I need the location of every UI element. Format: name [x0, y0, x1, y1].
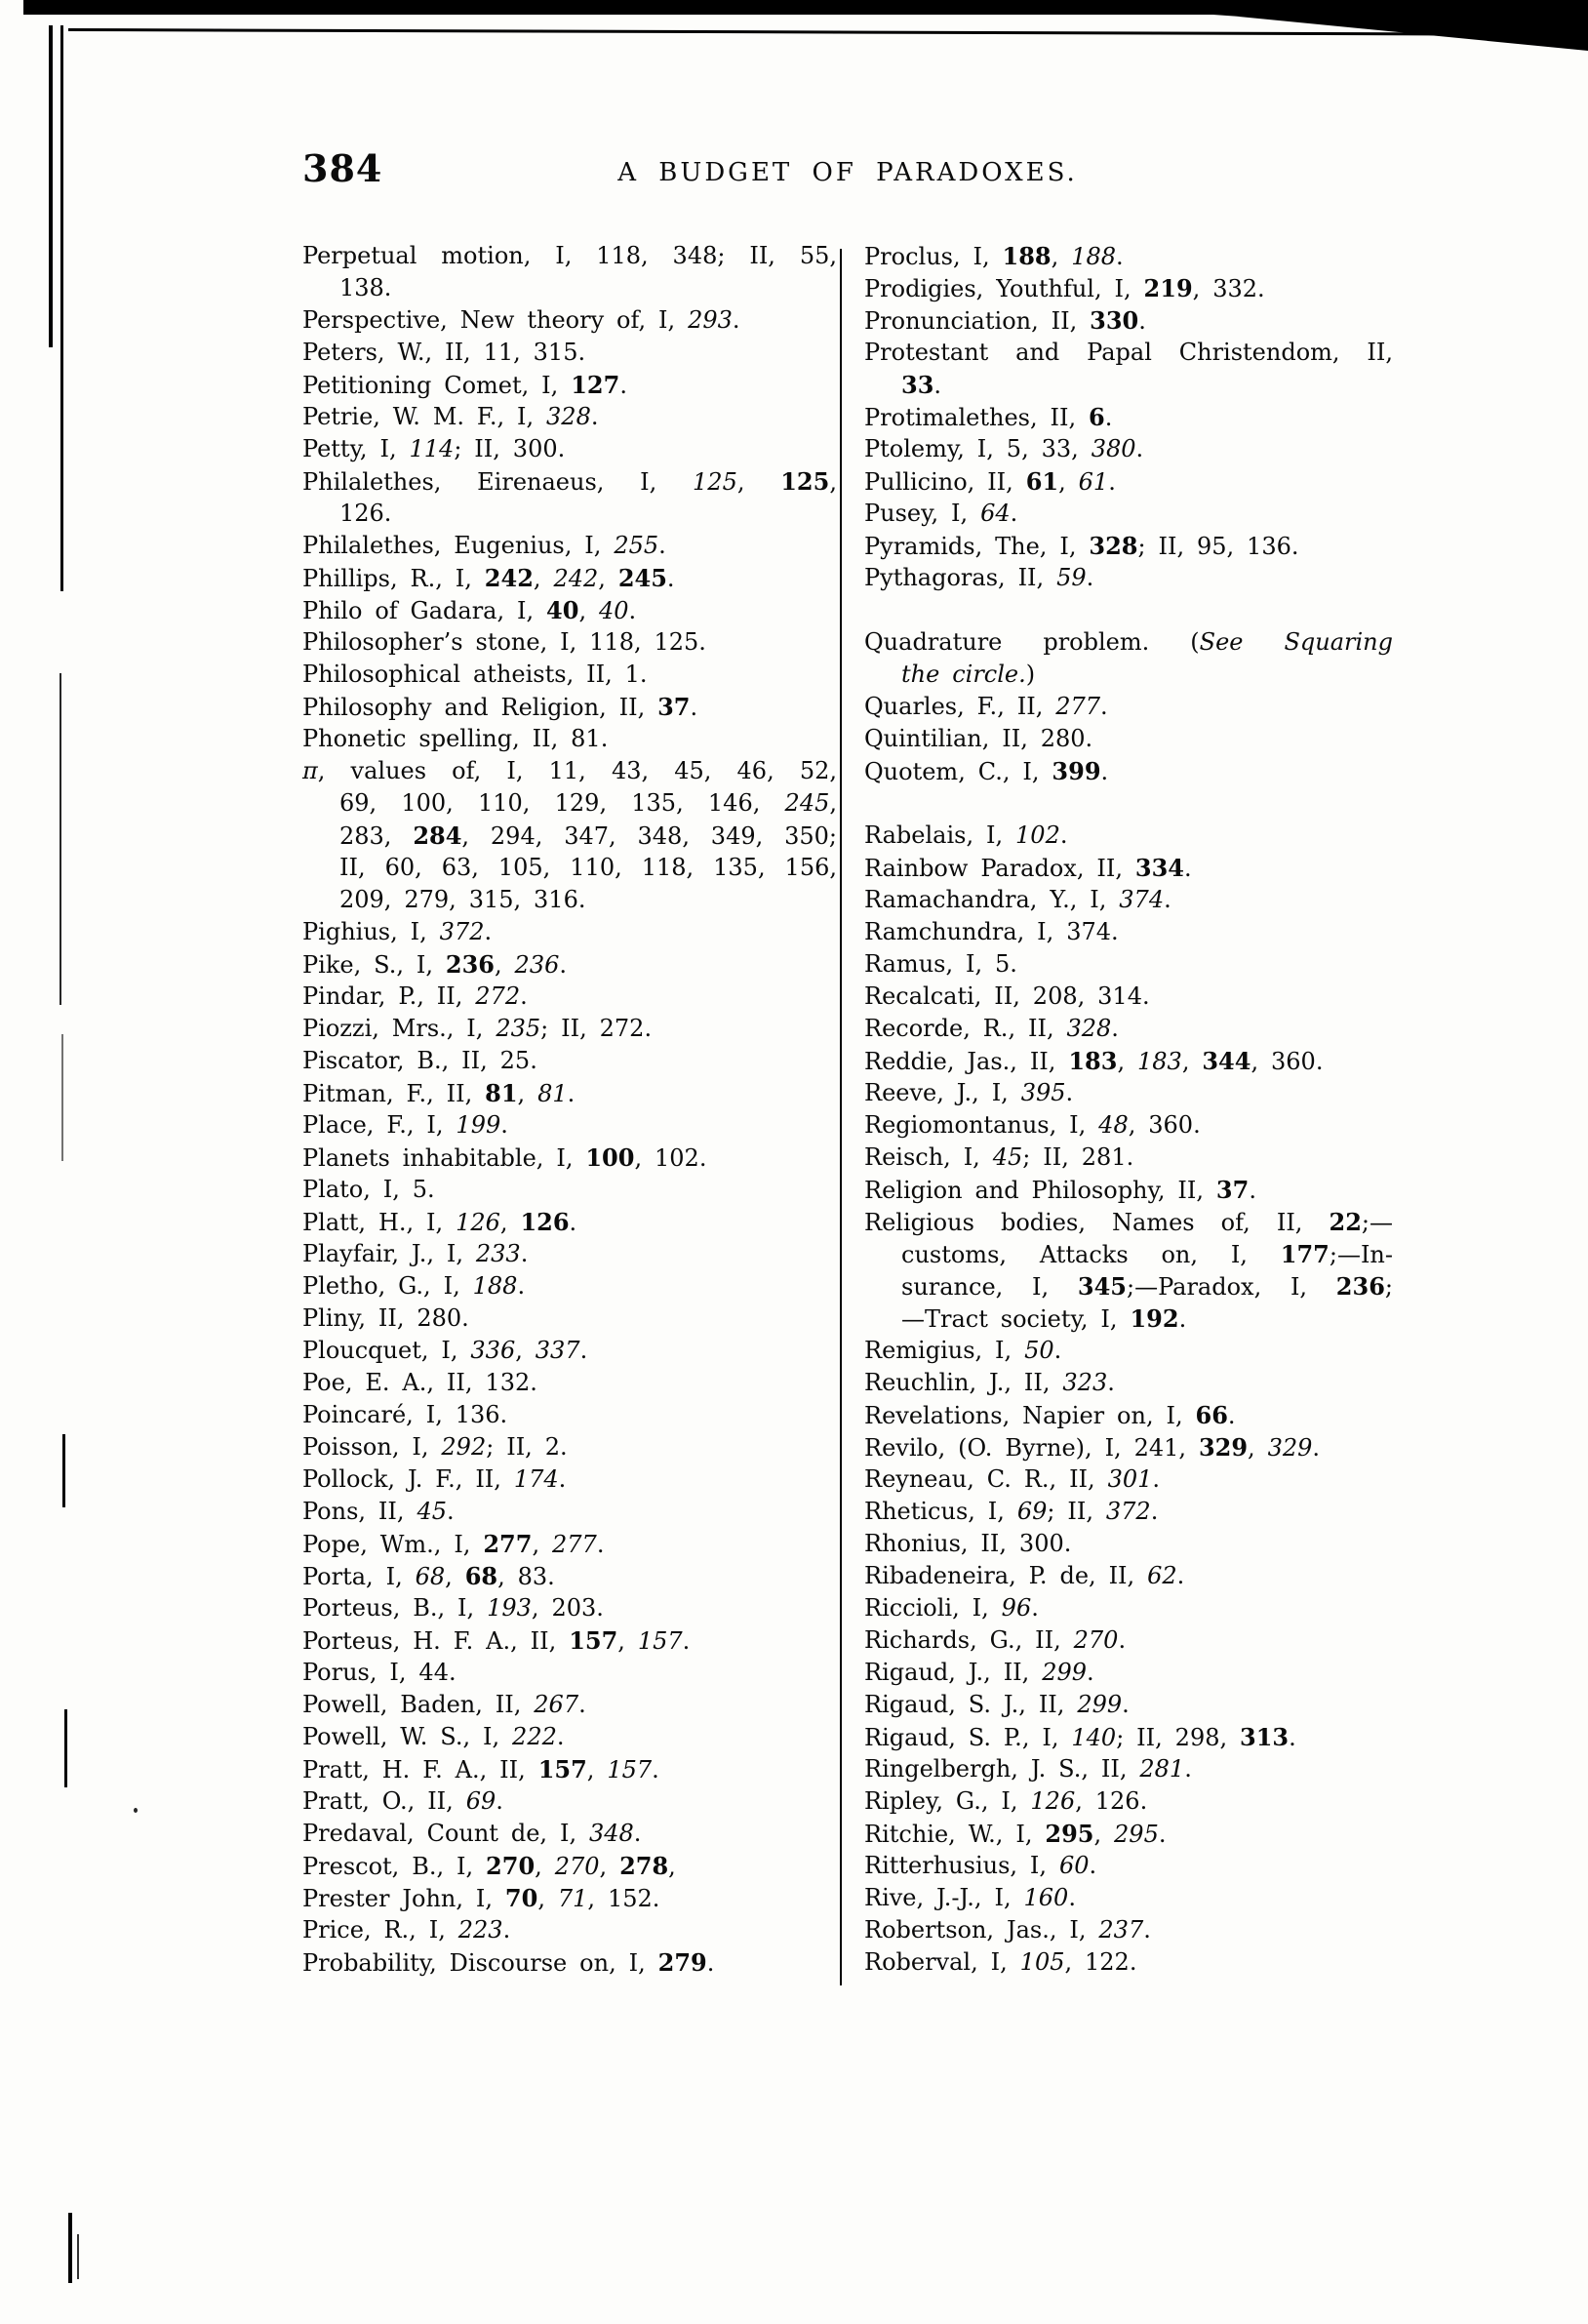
index-line: Philosophy and Religion, II, 37.: [302, 693, 698, 721]
index-line: Porteus, B., I, 193, 203.: [302, 1594, 604, 1622]
index-line: Ringelbergh, J. S., II, 281.: [864, 1755, 1192, 1783]
index-line: Riccioli, I, 96.: [864, 1594, 1039, 1622]
index-line: Pyramids, The, I, 328; II, 95, 136.: [864, 532, 1299, 560]
running-header: A BUDGET OF PARADOXES.: [617, 158, 1078, 187]
index-line: Rive, J.-J., I, 160.: [864, 1884, 1076, 1911]
index-line: Philosopher’s stone, I, 118, 125.: [302, 628, 706, 656]
index-line: Pusey, I, 64.: [864, 500, 1018, 527]
column-divider-rule: [840, 249, 842, 1985]
index-line: Phillips, R., I, 242, 242, 245.: [302, 564, 675, 592]
index-line: Ripley, G., I, 126, 126.: [864, 1787, 1148, 1815]
index-line: Playfair, J., I, 233.: [302, 1240, 529, 1267]
scan-left-edge-line: [60, 25, 63, 591]
index-line: Pletho, G., I, 188.: [302, 1272, 526, 1300]
index-line: Pronunciation, II, 330.: [864, 306, 1146, 335]
scan-left-edge-tick: [62, 1434, 65, 1507]
index-line: Place, F., I, 199.: [302, 1111, 508, 1139]
index-line: Ritterhusius, I, 60.: [864, 1852, 1097, 1879]
index-line: Ribadeneira, P. de, II, 62.: [864, 1562, 1185, 1589]
index-line: 209, 279, 315, 316.: [339, 886, 586, 913]
index-line: Ploucquet, I, 336, 337.: [302, 1337, 588, 1364]
index-line: the circle.): [901, 661, 1036, 688]
index-line: Reddie, Jas., II, 183, 183, 344, 360.: [864, 1047, 1324, 1075]
index-line: Protimalethes, II, 6.: [864, 403, 1113, 431]
index-line: Quarles, F., II, 277.: [864, 693, 1108, 720]
index-line: Robertson, Jas., I, 237.: [864, 1916, 1151, 1943]
index-line: Rigaud, J., II, 299.: [864, 1659, 1094, 1686]
index-line: Perpetual motion, I, 118, 348; II, 55,: [302, 242, 837, 269]
index-line: Pons, II, 45.: [302, 1498, 455, 1525]
index-line: Philo of Gadara, I, 40, 40.: [302, 596, 637, 624]
index-line: Rabelais, I, 102.: [864, 821, 1068, 849]
index-line: Piscator, B., II, 25.: [302, 1047, 537, 1074]
index-line: Pratt, H. F. A., II, 157, 157.: [302, 1755, 659, 1783]
index-line: Reuchlin, J., II, 323.: [864, 1369, 1115, 1396]
index-line: surance, I, 345;—Paradox, I, 236;: [901, 1272, 1393, 1301]
index-line: Perspective, New theory of, I, 293.: [302, 306, 740, 334]
index-line: —Tract society, I, 192.: [901, 1304, 1187, 1333]
index-line: Prescot, B., I, 270, 270, 278,: [302, 1852, 676, 1880]
scan-speck: [134, 1808, 138, 1813]
index-line: Rigaud, S. P., I, 140; II, 298, 313.: [864, 1723, 1296, 1751]
index-line: Recalcati, II, 208, 314.: [864, 982, 1150, 1010]
index-line: Ramachandra, Y., I, 374.: [864, 886, 1171, 913]
page-number: 384: [302, 146, 383, 190]
index-line: Powell, Baden, II, 267.: [302, 1691, 586, 1718]
index-line: Religious bodies, Names of, II, 22;—: [864, 1208, 1393, 1236]
index-line: Reyneau, C. R., II, 301.: [864, 1465, 1161, 1493]
index-line: Philalethes, Eirenaeus, I, 125, 125,: [302, 467, 837, 496]
index-line: Ramchundra, I, 374.: [864, 918, 1119, 945]
scan-left-edge-tick: [64, 1709, 67, 1787]
index-line: 283, 284, 294, 347, 348, 349, 350;: [339, 821, 837, 850]
index-line: Pratt, O., II, 69.: [302, 1787, 503, 1815]
index-line: Piozzi, Mrs., I, 235; II, 272.: [302, 1015, 653, 1042]
index-line: Proclus, I, 188, 188.: [864, 242, 1124, 270]
index-line: Porteus, H. F. A., II, 157, 157.: [302, 1626, 691, 1655]
index-line: 126.: [339, 500, 392, 527]
index-line: 138.: [339, 274, 392, 301]
index-line: Ptolemy, I, 5, 33, 380.: [864, 435, 1144, 462]
index-line: Rheticus, I, 69; II, 372.: [864, 1498, 1159, 1525]
index-line: Petitioning Comet, I, 127.: [302, 371, 627, 399]
index-line: Quintilian, II, 280.: [864, 725, 1093, 752]
index-line: Revelations, Napier on, I, 66.: [864, 1401, 1236, 1429]
index-line: Pindar, P., II, 272.: [302, 982, 528, 1010]
index-line: Probability, Discourse on, I, 279.: [302, 1948, 715, 1977]
index-line: Reisch, I, 45; II, 281.: [864, 1143, 1134, 1171]
index-line: Quadrature problem. (See Squaring: [864, 628, 1393, 656]
index-line: Philosophical atheists, II, 1.: [302, 661, 648, 688]
index-line: π, values of, I, 11, 43, 45, 46, 52,: [302, 757, 837, 784]
index-line: Prodigies, Youthful, I, 219, 332.: [864, 274, 1265, 302]
index-line: Rainbow Paradox, II, 334.: [864, 854, 1192, 882]
index-line: Rhonius, II, 300.: [864, 1530, 1072, 1557]
index-line: Roberval, I, 105, 122.: [864, 1948, 1137, 1976]
index-line: Powell, W. S., I, 222.: [302, 1723, 565, 1750]
scan-left-edge-line: [49, 25, 53, 347]
scan-left-edge-tick: [77, 2234, 79, 2279]
index-gap: [864, 787, 1393, 820]
index-line: Price, R., I, 223.: [302, 1916, 511, 1943]
index-line: Pighius, I, 372.: [302, 918, 493, 945]
index-gap: [864, 594, 1393, 626]
index-line: Pope, Wm., I, 277, 277.: [302, 1530, 605, 1558]
scan-top-right-wedge: [1178, 0, 1588, 51]
index-line: Protestant and Papal Christendom, II,: [864, 339, 1393, 366]
index-column-left: [302, 240, 837, 1979]
scan-left-edge-tick: [68, 2213, 72, 2283]
index-line: Pollock, J. F., II, 174.: [302, 1465, 567, 1493]
index-line: Ritchie, W., I, 295, 295.: [864, 1820, 1167, 1848]
scan-left-edge-line: [61, 1034, 63, 1161]
index-line: Regiomontanus, I, 48, 360.: [864, 1111, 1201, 1139]
index-line: Porus, I, 44.: [302, 1659, 457, 1686]
index-line: Plato, I, 5.: [302, 1176, 435, 1203]
index-line: Peters, W., II, 11, 315.: [302, 339, 586, 366]
index-line: Platt, H., I, 126, 126.: [302, 1208, 577, 1236]
index-line: customs, Attacks on, I, 177;—In-: [901, 1240, 1393, 1268]
index-line: Prester John, I, 70, 71, 152.: [302, 1884, 660, 1912]
index-line: Ramus, I, 5.: [864, 950, 1017, 978]
index-line: Pliny, II, 280.: [302, 1304, 469, 1332]
index-line: Pitman, F., II, 81, 81.: [302, 1079, 576, 1107]
index-line: Phonetic spelling, II, 81.: [302, 725, 609, 752]
index-line: Planets inhabitable, I, 100, 102.: [302, 1143, 707, 1172]
index-line: Quotem, C., I, 399.: [864, 757, 1109, 785]
index-line: Richards, G., II, 270.: [864, 1626, 1127, 1654]
index-line: Poincaré, I, 136.: [302, 1401, 508, 1428]
index-line: Philalethes, Eugenius, I, 255.: [302, 532, 666, 559]
index-line: Pullicino, II, 61, 61.: [864, 467, 1116, 496]
index-line: Poe, E. A., II, 132.: [302, 1369, 537, 1396]
index-line: Revilo, (O. Byrne), I, 241, 329, 329.: [864, 1433, 1321, 1462]
index-line: Religion and Philosophy, II, 37.: [864, 1176, 1256, 1204]
scan-left-edge-line: [60, 673, 61, 1005]
index-line: 69, 100, 110, 129, 135, 146, 245,: [339, 789, 837, 817]
index-column-right: [864, 240, 1393, 1979]
index-line: Remigius, I, 50.: [864, 1337, 1062, 1364]
index-line: Pike, S., I, 236, 236.: [302, 950, 567, 979]
scan-top-rule-line: [68, 28, 1533, 36]
index-line: Pythagoras, II, 59.: [864, 564, 1094, 591]
index-line: Reeve, J., I, 395.: [864, 1079, 1074, 1106]
index-line: Poisson, I, 292; II, 2.: [302, 1433, 568, 1461]
index-line: Predaval, Count de, I, 348.: [302, 1820, 642, 1847]
index-line: II, 60, 63, 105, 110, 118, 135, 156,: [339, 854, 837, 881]
index-line: Porta, I, 68, 68, 83.: [302, 1562, 555, 1590]
index-line: 33.: [901, 371, 942, 399]
index-line: Petrie, W. M. F., I, 328.: [302, 403, 599, 430]
index-line: Recorde, R., II, 328.: [864, 1015, 1119, 1042]
index-line: Rigaud, S. J., II, 299.: [864, 1691, 1130, 1718]
index-line: Petty, I, 114; II, 300.: [302, 435, 566, 462]
